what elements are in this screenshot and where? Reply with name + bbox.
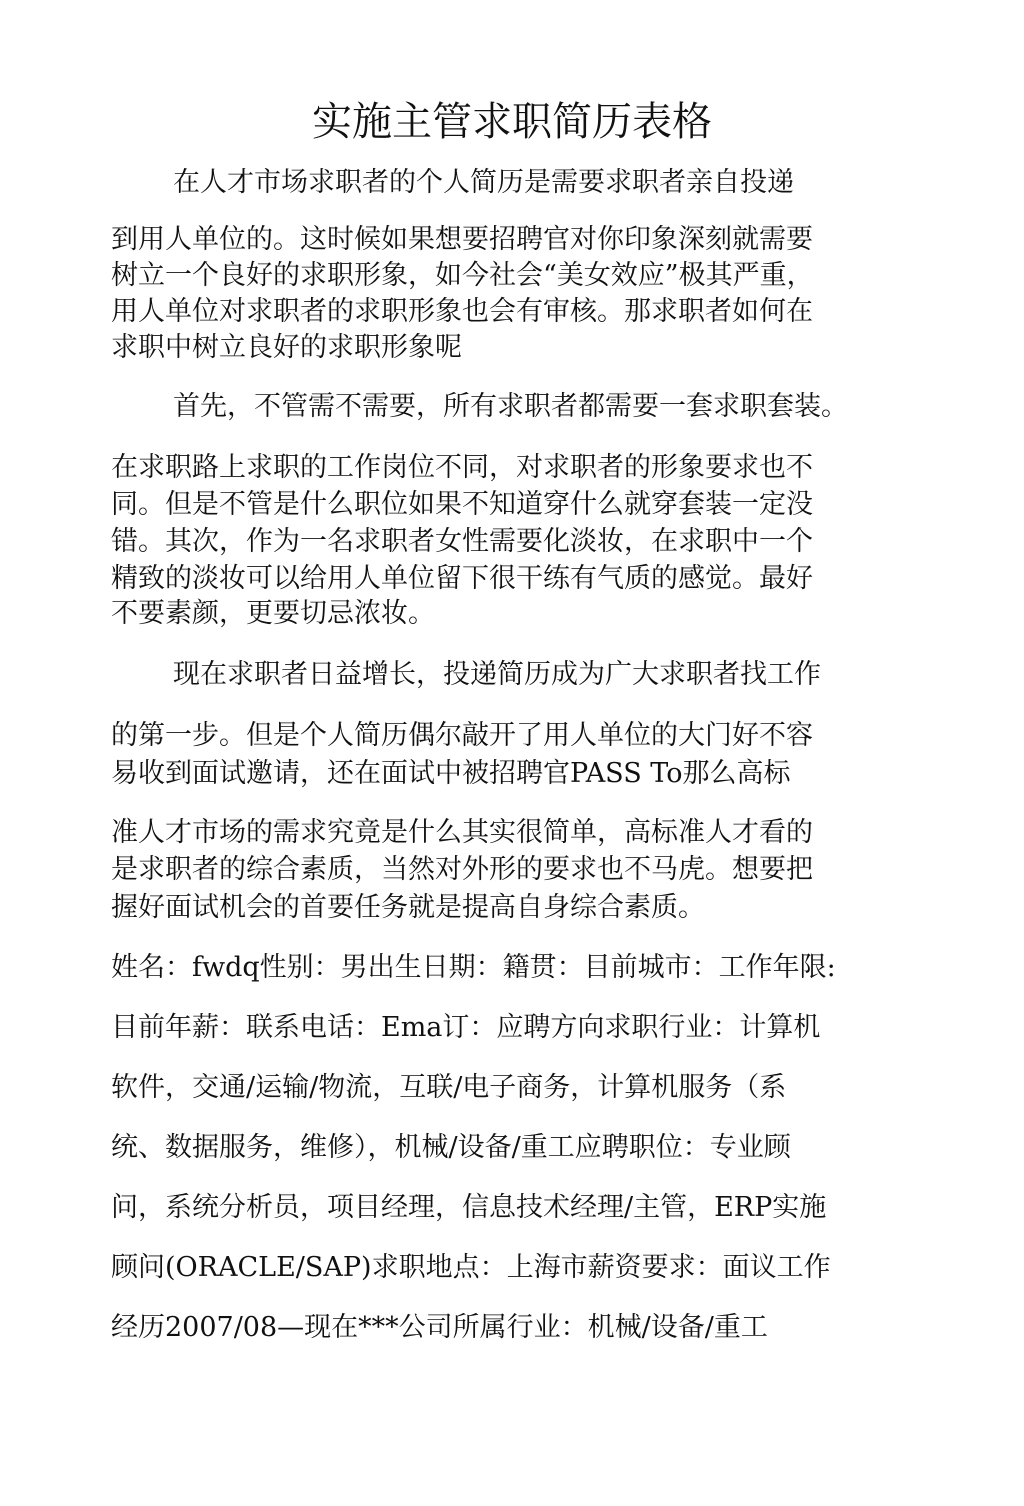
text-line: 软件，交通/运输/物流，互联/电子商务，计算机服务（系	[111, 1072, 787, 1103]
text-line: 精致的淡妆可以给用人单位留下很干练有气质的感觉。最好	[111, 563, 813, 594]
text-line: 的第一步。但是个人简历偶尔敲开了用人单位的大门好不容	[111, 720, 813, 751]
text-line: 握好面试机会的首要任务就是提高自身综合素质。	[111, 892, 705, 923]
text-line: 经历2007/08—现在***公司所属行业：机械/设备/重工	[111, 1312, 768, 1343]
text-line: 求职中树立良好的求职形象呢	[111, 332, 462, 363]
text-line: 首先，不管需不需要，所有求职者都需要一套求职套装。	[173, 391, 848, 422]
text-line: 现在求职者日益增长，投递简历成为广大求职者找工作	[173, 659, 821, 690]
text-line: 目前年薪：联系电话：Ema订：应聘方向求职行业：计算机	[111, 1012, 821, 1043]
text-line: 不要素颜，更要切忌浓妆。	[111, 598, 435, 629]
text-line: 同。但是不管是什么职位如果不知道穿什么就穿套装一定没	[111, 489, 813, 520]
text-line: 到用人单位的。这时候如果想要招聘官对你印象深刻就需要	[111, 224, 813, 255]
text-line: 在求职路上求职的工作岗位不同，对求职者的形象要求也不	[111, 452, 813, 483]
text-line: 错。其次，作为一名求职者女性需要化淡妆，在求职中一个	[111, 526, 813, 557]
text-line: 在人才市场求职者的个人简历是需要求职者亲自投递	[173, 167, 794, 198]
text-line: 树立一个良好的求职形象，如今社会“美女效应”极其严重，	[111, 260, 814, 291]
text-line: 问，系统分析员，项目经理，信息技术经理/主管，ERP实施	[111, 1192, 827, 1223]
text-line: 易收到面试邀请，还在面试中被招聘官PASS To那么高标	[111, 758, 791, 789]
text-line: 是求职者的综合素质，当然对外形的要求也不马虎。想要把	[111, 854, 813, 885]
text-line: 准人才市场的需求究竟是什么其实很简单，高标准人才看的	[111, 817, 813, 848]
text-line: 姓名：fwdq性别：男出生日期：籍贯：目前城市：工作年限:	[111, 952, 836, 983]
document-title: 实施主管求职简历表格	[312, 99, 712, 145]
text-line: 顾问(ORACLE/SAP)求职地点：上海市薪资要求：面议工作	[111, 1252, 831, 1283]
text-line: 统、数据服务，维修），机械/设备/重工应聘职位：专业顾	[111, 1132, 791, 1163]
text-line: 用人单位对求职者的求职形象也会有审核。那求职者如何在	[111, 296, 813, 327]
